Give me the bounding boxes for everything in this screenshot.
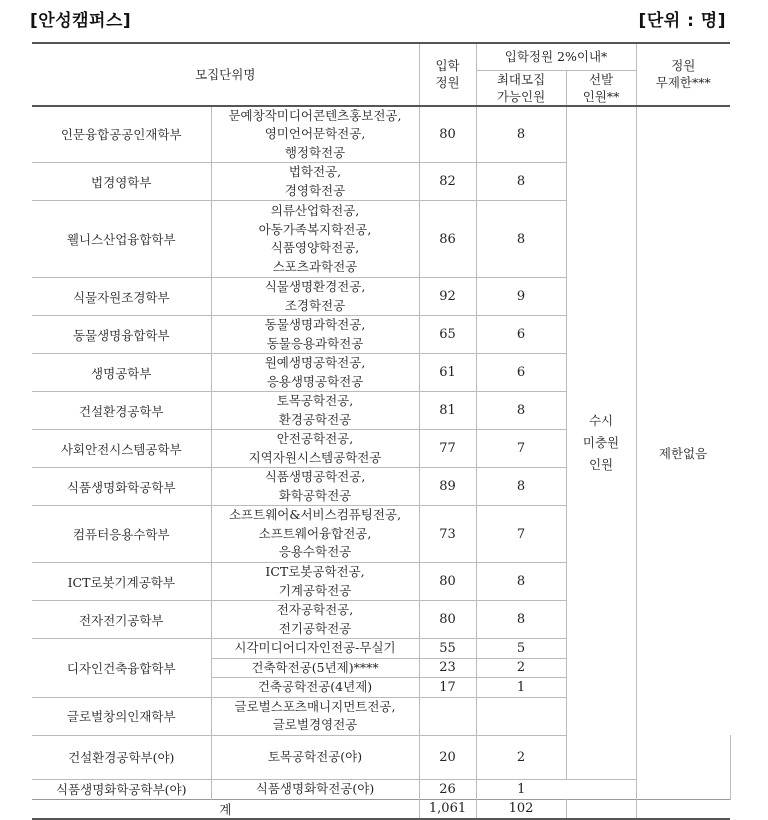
max-value: 6 xyxy=(476,316,566,354)
header-max-possible: 최대모집 가능인원 xyxy=(476,70,566,106)
quota-value: 77 xyxy=(419,430,476,468)
dept-name: 사회안전시스템공학부 xyxy=(32,430,211,468)
campus-title: [안성캠퍼스] xyxy=(30,11,132,31)
dept-name: 동물생명융합학부 xyxy=(32,316,211,354)
major-list: 시각미디어디자인전공-무실기 xyxy=(211,639,419,659)
dept-name: 디자인건축융합학부 xyxy=(32,639,211,698)
unlimited-merged: 제한없음 xyxy=(636,106,730,800)
max-value: 1 xyxy=(476,779,566,799)
max-value: 7 xyxy=(476,506,566,563)
total-quota: 1,061 xyxy=(419,799,476,819)
max-value: 8 xyxy=(476,201,566,278)
quota-value: 55 xyxy=(419,639,476,659)
dept-name: 글로벌창의인재학부 xyxy=(32,697,211,735)
max-value: 9 xyxy=(476,278,566,316)
total-unlimited xyxy=(636,799,730,819)
quota-value: 65 xyxy=(419,316,476,354)
major-list: 식품생명화학전공(야) xyxy=(211,779,419,799)
max-value: 6 xyxy=(476,354,566,392)
major-list: 식물생명환경전공, 조경학전공 xyxy=(211,278,419,316)
major-list: 소프트웨어&서비스컴퓨팅전공, 소프트웨어융합전공, 응용수학전공 xyxy=(211,506,419,563)
quota-value: 86 xyxy=(419,201,476,278)
header-within-2pct: 입학정원 2%이내* xyxy=(476,43,636,70)
quota-value: 80 xyxy=(419,601,476,639)
admission-table xyxy=(32,42,730,820)
total-selection xyxy=(566,799,636,819)
dept-name: ICT로봇기계공학부 xyxy=(32,563,211,601)
max-value: 2 xyxy=(476,735,566,779)
major-list: 문예창작미디어콘텐츠홍보전공, 영미언어문학전공, 행정학전공 xyxy=(211,106,419,163)
header-unlimited: 정원 무제한*** xyxy=(636,43,730,106)
quota-value: 61 xyxy=(419,354,476,392)
dept-name: 웰니스산업융합학부 xyxy=(32,201,211,278)
quota-value: 73 xyxy=(419,506,476,563)
major-list: 원예생명공학전공, 응용생명공학전공 xyxy=(211,354,419,392)
quota-value: 81 xyxy=(419,392,476,430)
quota-value: 80 xyxy=(419,563,476,601)
dept-name: 컴퓨터응용수학부 xyxy=(32,506,211,563)
max-value: 8 xyxy=(476,163,566,201)
major-list: 토목공학전공(야) xyxy=(211,735,419,779)
major-list: 전자공학전공, 전기공학전공 xyxy=(211,601,419,639)
major-list: 식품생명공학전공, 화학공학전공 xyxy=(211,468,419,506)
max-value: 8 xyxy=(476,468,566,506)
quota-value: 80 xyxy=(419,106,476,163)
total-max: 102 xyxy=(476,799,566,819)
max-value: 2 xyxy=(476,658,566,678)
table-row xyxy=(32,779,730,799)
dept-name: 식품생명화학공학부(야) xyxy=(32,779,211,799)
quota-value: 89 xyxy=(419,468,476,506)
dept-name: 식품생명화학공학부 xyxy=(32,468,211,506)
major-list: 동물생명과학전공, 동물응용과학전공 xyxy=(211,316,419,354)
major-list: 안전공학전공, 지역자원시스템공학전공 xyxy=(211,430,419,468)
major-list: 글로벌스포츠매니지먼트전공, 글로벌경영전공 xyxy=(211,697,419,735)
dept-name: 법경영학부 xyxy=(32,163,211,201)
quota-value: 23 xyxy=(419,658,476,678)
major-list: 법학전공, 경영학전공 xyxy=(211,163,419,201)
quota-value: 20 xyxy=(419,735,476,779)
dept-name: 인문융합공공인재학부 xyxy=(32,106,211,163)
selection-merged: 수시 미충원 인원 xyxy=(566,106,636,780)
quota-value: 17 xyxy=(419,678,476,698)
dept-name: 식물자원조경학부 xyxy=(32,278,211,316)
header-quota: 입학 정원 xyxy=(419,43,476,106)
quota-value xyxy=(419,697,476,735)
table-row xyxy=(32,106,730,163)
max-value: 8 xyxy=(476,106,566,163)
max-value: 1 xyxy=(476,678,566,698)
max-value: 8 xyxy=(476,563,566,601)
quota-value: 82 xyxy=(419,163,476,201)
header-selection: 선발 인원** xyxy=(566,70,636,106)
quota-value: 92 xyxy=(419,278,476,316)
major-list: 건축학전공(5년제)**** xyxy=(211,658,419,678)
total-label: 계 xyxy=(32,799,419,819)
total-row xyxy=(32,799,730,819)
dept-name: 건설환경공학부 xyxy=(32,392,211,430)
major-list: 의류산업학전공, 아동가족복지학전공, 식품영양학전공, 스포츠과학전공 xyxy=(211,201,419,278)
max-value: 8 xyxy=(476,392,566,430)
unit-label: [단위 : 명] xyxy=(638,11,726,31)
max-value xyxy=(476,697,566,735)
header-unit: 모집단위명 xyxy=(32,43,419,106)
dept-name: 생명공학부 xyxy=(32,354,211,392)
max-value: 8 xyxy=(476,601,566,639)
dept-name: 전자전기공학부 xyxy=(32,601,211,639)
major-list: 토목공학전공, 환경공학전공 xyxy=(211,392,419,430)
max-value: 7 xyxy=(476,430,566,468)
dept-name: 건설환경공학부(야) xyxy=(32,735,211,779)
max-value: 5 xyxy=(476,639,566,659)
major-list: 건축공학전공(4년제) xyxy=(211,678,419,698)
quota-value: 26 xyxy=(419,779,476,799)
major-list: ICT로봇공학전공, 기계공학전공 xyxy=(211,563,419,601)
